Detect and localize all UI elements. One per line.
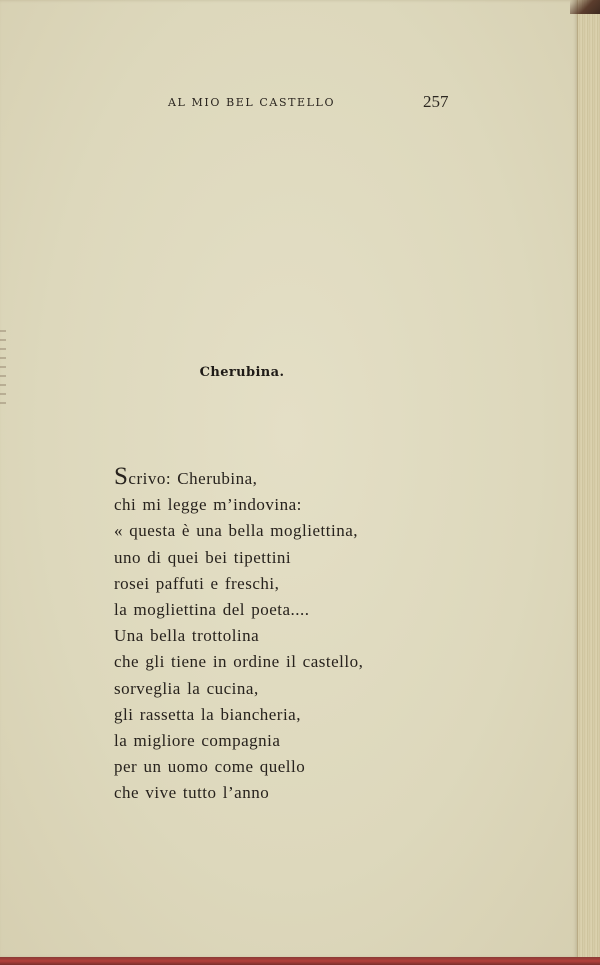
running-header [0, 94, 600, 114]
poem-line: per un uomo come quello [114, 757, 306, 777]
cover-corner [570, 0, 600, 14]
poem-line: uno di quei bei tipettini [114, 547, 292, 567]
poem-title: Cherubina. [199, 365, 285, 380]
poem-line: gli rassetta la biancheria, [114, 704, 301, 724]
poem-line: chi mi legge m’indovina: [114, 495, 302, 515]
poem-line: la mogliettina del poeta.... [114, 600, 310, 620]
poem-line: Una bella trottolina [114, 626, 260, 646]
drop-cap: S [114, 463, 129, 490]
poem-line: che gli tiene in ordine il castello, [114, 652, 364, 672]
poem-body [114, 463, 534, 807]
poem-line: sorveglia la cucina, [114, 678, 259, 698]
poem-line-1 [114, 463, 534, 492]
first-line-text: crivo: Cherubina, [128, 469, 258, 488]
running-title: AL MIO BEL CASTELLO [168, 96, 336, 109]
page-edges [577, 0, 600, 958]
page-number: 257 [423, 92, 449, 111]
binding-edge [0, 957, 600, 965]
poem-line: che vive tutto l’anno [114, 783, 270, 803]
poem-line: rosei paffuti e freschi, [114, 573, 280, 593]
poem-line: la migliore compagnia [114, 731, 281, 751]
poem-line: « questa è una bella mogliettina, [114, 521, 358, 541]
